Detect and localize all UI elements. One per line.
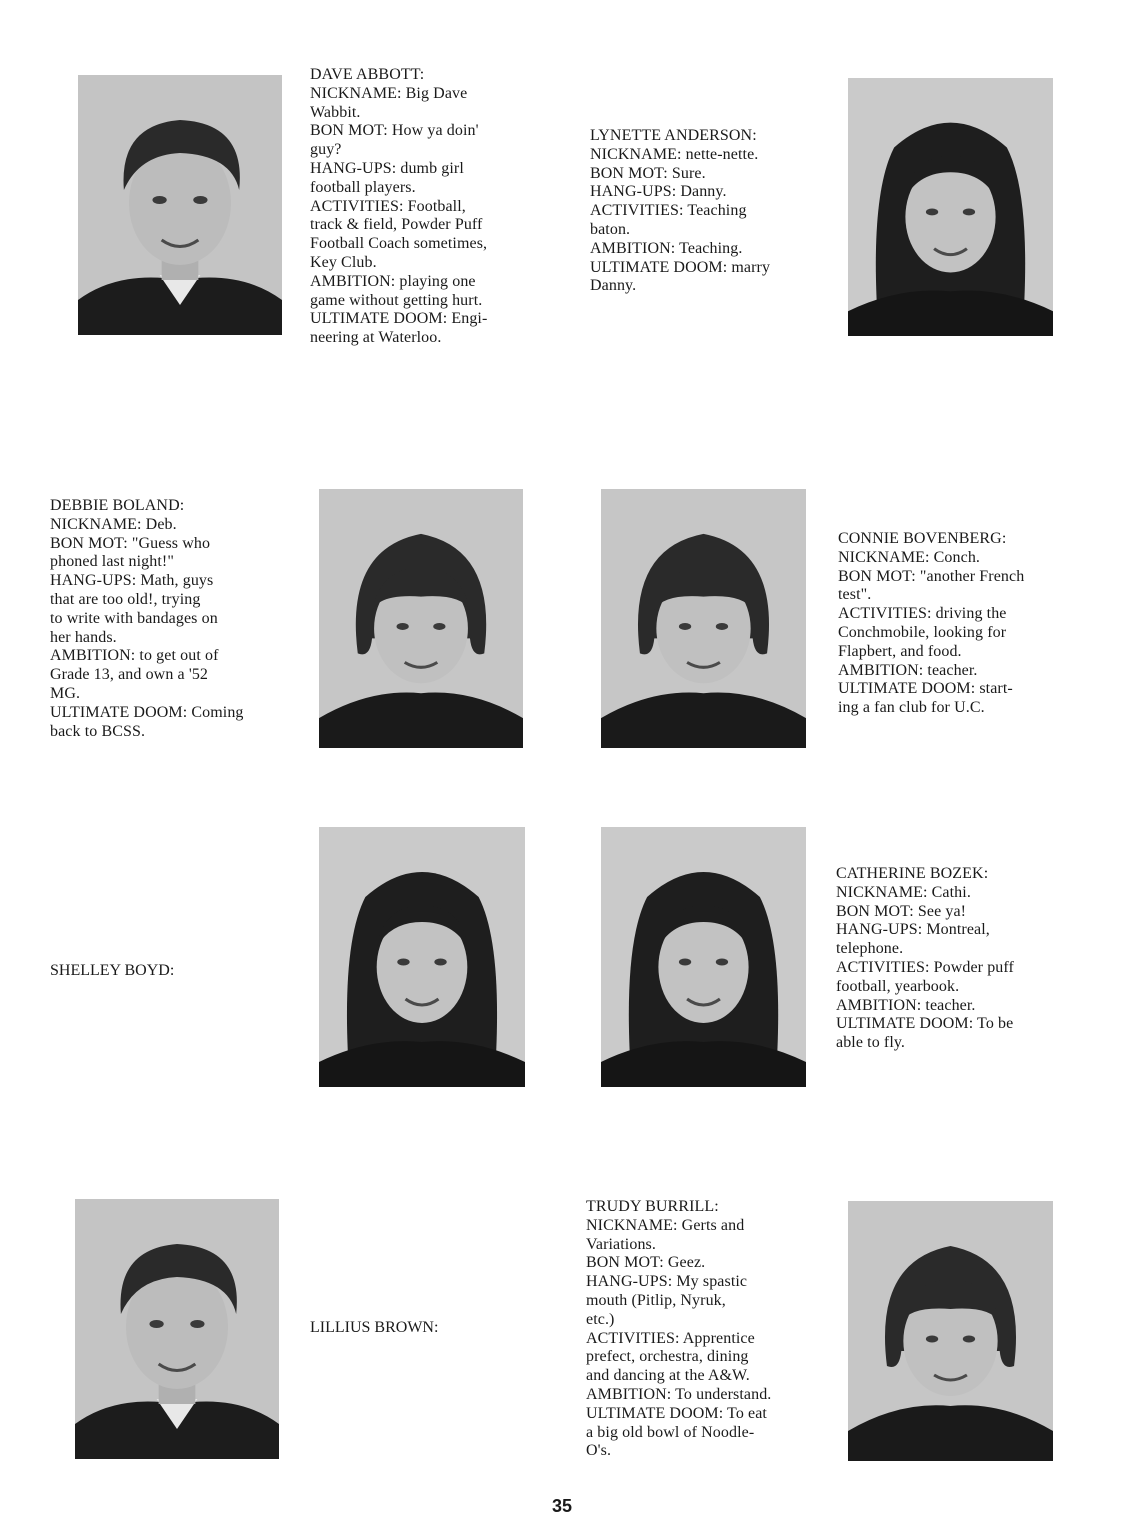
bio-catherine-bozek: CATHERINE BOZEK: NICKNAME: Cathi. BON MOT: See ya! HANG-UPS: Montreal, telephone. ACTIVITIES: Powder puff football, yearbook. AMBITION: teacher. ULTIMATE DOOM: To be able to fly. (836, 865, 1014, 1052)
bio-connie-bovenberg: CONNIE BOVENBERG: NICKNAME: Conch. BON MOT: "another French test". ACTIVITIES: driving the Conchmobile, looking for Flapbert, and food. AMBITION: teacher. ULTIMATE DOOM: start- ing a fan club for U.C. (838, 530, 1025, 717)
photo-connie-bovenberg (601, 489, 806, 748)
bio-trudy-burrill: TRUDY BURRILL: NICKNAME: Gerts and Variations. BON MOT: Geez. HANG-UPS: My spastic mouth (Pitlip, Nyruk, etc.) ACTIVITIES: Apprentice prefect, orchestra, dining and dancing at the A&W. AMBITION: To understand. ULTIMATE DOOM: To eat a big old bowl of Noodle- O's. (586, 1198, 772, 1460)
bio-debbie-boland: DEBBIE BOLAND: NICKNAME: Deb. BON MOT: "Guess who phoned last night!" HANG-UPS: Math, guys that are too old!, trying to write with bandages on her hands. AMBITION: to get out of Grade 13, and own a '52 MG. ULTIMATE DOOM: Coming back to BCSS. (50, 497, 244, 740)
page-number: 35 (551, 1496, 573, 1516)
photo-shelley-boyd (319, 827, 525, 1087)
name-shelley-boyd: SHELLEY BOYD: (50, 962, 175, 979)
bio-dave-abbott: DAVE ABBOTT: NICKNAME: Big Dave Wabbit. BON MOT: How ya doin' guy? HANG-UPS: dumb girl football players. ACTIVITIES: Football, track & field, Powder Puff Football Coach sometimes, Key Club. AMBITION: playing one game without getting hurt. ULTIMATE DOOM: Engi- neering at Waterloo. (310, 66, 488, 347)
name-lillius-brown: LILLIUS BROWN: (310, 1319, 439, 1336)
photo-lillius-brown (75, 1199, 279, 1459)
photo-lynette-anderson (848, 78, 1053, 336)
photo-trudy-burrill (848, 1201, 1053, 1461)
photo-dave-abbott (78, 75, 282, 335)
photo-catherine-bozek (601, 827, 806, 1087)
photo-debbie-boland (319, 489, 523, 748)
bio-lynette-anderson: LYNETTE ANDERSON: NICKNAME: nette-nette. BON MOT: Sure. HANG-UPS: Danny. ACTIVITIES: Teaching baton. AMBITION: Teaching. ULTIMATE DOOM: marry Danny. (590, 127, 771, 295)
